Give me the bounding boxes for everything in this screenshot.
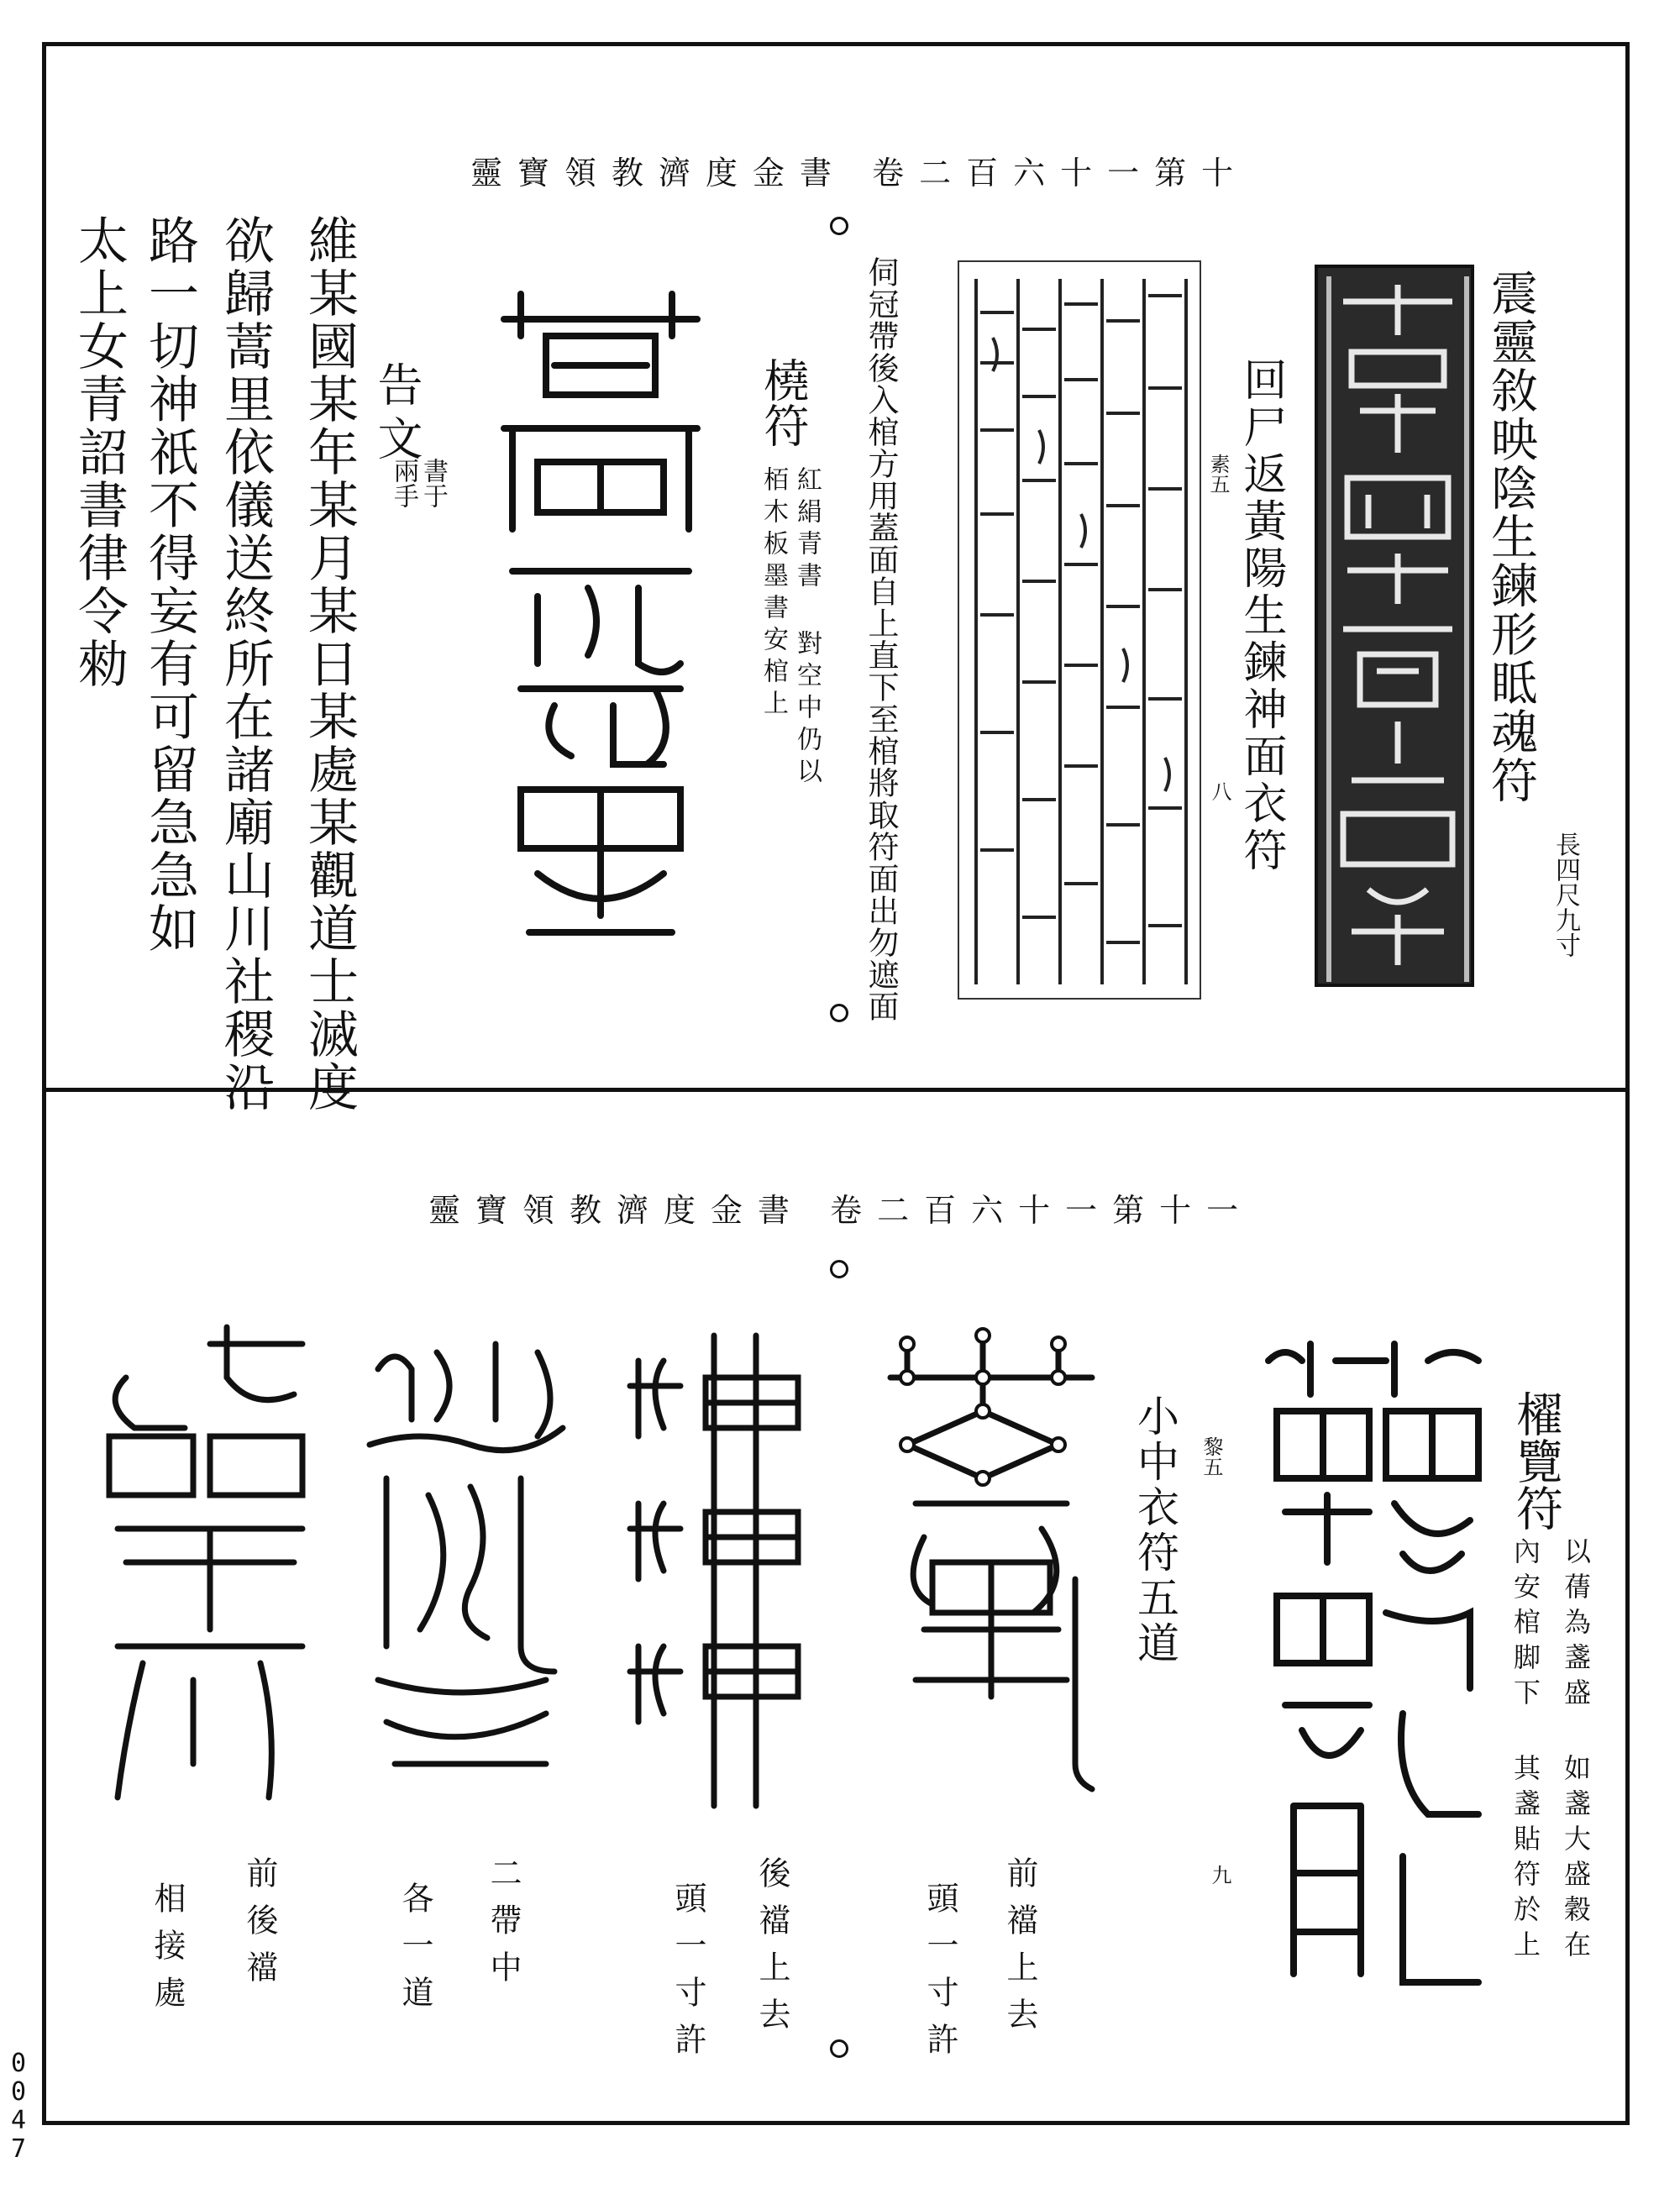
gaowen-title: 告文 — [370, 361, 423, 469]
bottom-running-header: 靈寶領教濟度金書 卷二百六十一第十一 — [428, 1192, 1254, 1229]
gaowen-text-col-1: 維某國某年某月某日某處某觀道士滅度 — [300, 214, 359, 1114]
caption-3a: 二帶中 — [485, 1856, 522, 1997]
small-robe-talisman-title: 小中衣符五道 — [1131, 1394, 1179, 1666]
zhaolan-note-1: 以蒨為盞盛 如盞大盛穀在 — [1560, 1537, 1592, 1965]
robe-talisman-1 — [874, 1327, 1109, 1798]
gaowen-text-col-2: 欲歸蒿里依儀送終所在諸廟山川社稷沿 — [216, 214, 275, 1114]
binding-hole — [830, 1260, 848, 1278]
binding-hole — [830, 1004, 848, 1022]
talisman-title-2-small: 素五 — [1206, 454, 1230, 494]
talisman-title-2: 回尸返黃陽生鍊神面衣符 — [1236, 357, 1286, 874]
rao-talisman-note-2: 栢木板墨書安棺上 — [759, 466, 788, 722]
robe-talisman-4 — [92, 1327, 319, 1798]
caption-4a: 前後襠 — [241, 1856, 278, 1997]
caption-4b: 相接處 — [149, 1881, 186, 2023]
binding-hole — [830, 217, 848, 235]
caption-1a: 前襠上去 — [1001, 1856, 1038, 2044]
rao-talisman-drawing — [487, 269, 714, 958]
small-robe-talisman-small: 黎五 — [1200, 1436, 1223, 1477]
talisman-instruction: 伺冠帶後入棺方用蓋面自上直下至棺將取符面出勿遮面 — [863, 256, 899, 1022]
zhaolan-small-note: 九 — [1208, 1865, 1231, 1885]
talisman-title-1-note: 長四尺九寸 — [1551, 832, 1580, 958]
caption-2a: 後襠上去 — [753, 1856, 790, 2044]
rao-talisman-note-1: 紅絹青書 對空中仍以 — [792, 466, 822, 790]
caption-3b: 各一道 — [396, 1881, 433, 2023]
talisman-title-1: 震靈敘映陰生鍊形眡魂符 — [1483, 269, 1538, 805]
binding-hole — [830, 2039, 848, 2058]
caption-1b: 頭一寸許 — [921, 1881, 958, 2070]
caption-2b: 頭一寸許 — [669, 1881, 706, 2070]
gaowen-text-col-3: 路一切神祇不得妄有可留急急如 — [140, 214, 199, 955]
dark-talisman-image — [1315, 265, 1474, 987]
panel-divider — [42, 1088, 1630, 1092]
zhaolan-note-2: 內安棺脚下 其盞貼符於上 — [1509, 1537, 1541, 1965]
talisman-title-2-small2: 八 — [1208, 781, 1231, 801]
robe-talisman-2 — [622, 1327, 815, 1831]
gaowen-note-1: 書于 — [418, 458, 448, 508]
gaowen-text-col-4: 太上女青詔書律令勑 — [70, 214, 129, 690]
top-running-header: 靈寶領教濟度金書 卷二百六十一第十 — [470, 155, 1249, 192]
gaowen-note-2: 兩手 — [389, 458, 418, 508]
zhaolan-talisman-title: 櫂覽符 — [1509, 1390, 1563, 1531]
robe-talisman-3 — [353, 1327, 580, 1798]
dense-talisman-image — [958, 260, 1201, 1000]
page-number: 0047 — [10, 2049, 27, 2164]
zhaolan-talisman-drawing — [1260, 1336, 1504, 2007]
rao-talisman-title: 橈符 — [757, 357, 810, 448]
